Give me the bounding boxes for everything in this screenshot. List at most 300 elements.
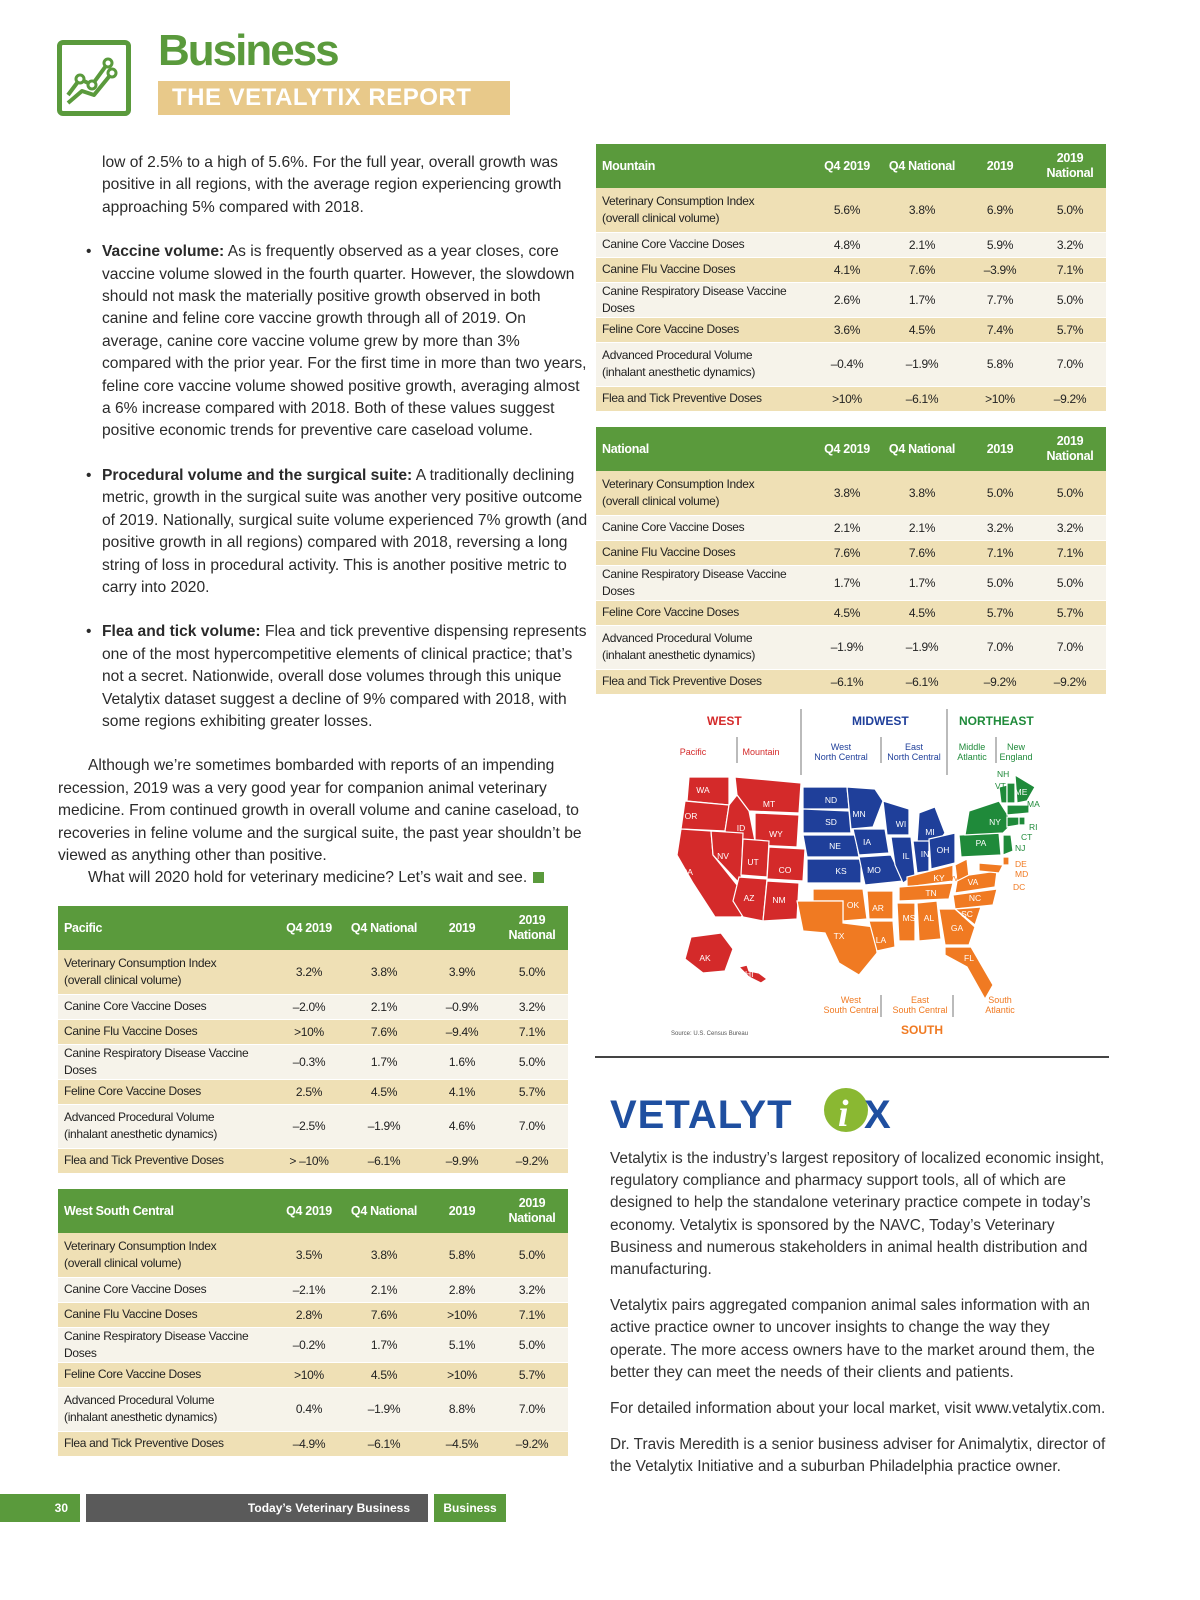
metric-value: –6.1% xyxy=(878,386,966,411)
column-header: 2019 xyxy=(966,144,1034,188)
label-wv: WV xyxy=(947,876,959,883)
metric-value: –6.1% xyxy=(340,1431,428,1456)
metric-value: –1.9% xyxy=(340,1387,428,1431)
metric-value: >10% xyxy=(966,386,1034,411)
label-sd: SD xyxy=(825,817,837,827)
table-row xyxy=(596,317,1106,342)
metric-value: 3.6% xyxy=(816,317,878,342)
metric-value: >10% xyxy=(428,1362,496,1387)
metric-label: Veterinary Consumption Index (overall clinical volume) xyxy=(596,188,816,232)
metric-value: 4.5% xyxy=(340,1079,428,1104)
label-ky: KY xyxy=(933,873,945,883)
metric-label: Veterinary Consumption Index (overall clinical volume) xyxy=(596,471,816,515)
metric-value: 7.6% xyxy=(340,1019,428,1044)
label-ma: MA xyxy=(1027,799,1040,809)
metric-label: Flea and Tick Preventive Doses xyxy=(58,1148,278,1173)
table-row xyxy=(596,515,1106,540)
metric-value: 2.1% xyxy=(340,1277,428,1302)
state-co xyxy=(767,847,805,881)
metric-label: Canine Flu Vaccine Doses xyxy=(58,1302,278,1327)
bullet-lead: Vaccine volume: xyxy=(102,243,225,261)
label-nh: NH xyxy=(997,769,1010,779)
label-ny: NY xyxy=(989,817,1001,827)
state-de xyxy=(1003,857,1009,865)
metric-label: Flea and Tick Preventive Doses xyxy=(596,669,816,694)
metric-value: 5.7% xyxy=(496,1362,568,1387)
label-ok: OK xyxy=(846,900,860,910)
metric-value: 3.5% xyxy=(278,1233,340,1277)
metric-value: 1.7% xyxy=(878,565,966,600)
label-ct: CT xyxy=(1021,832,1033,842)
metric-value: –9.2% xyxy=(496,1148,568,1173)
metric-value: 3.2% xyxy=(966,515,1034,540)
label-me: ME xyxy=(1014,787,1028,797)
metric-value: 7.1% xyxy=(496,1019,568,1044)
metric-value: –9.2% xyxy=(1034,669,1106,694)
label-dc: DC xyxy=(1013,882,1026,892)
label-ks: KS xyxy=(835,866,847,876)
section-divider xyxy=(595,1056,1109,1058)
metric-value: 3.2% xyxy=(496,994,568,1019)
metric-value: 3.2% xyxy=(1034,515,1106,540)
metric-value: 4.1% xyxy=(816,257,878,282)
division-esc-line2: South Central xyxy=(892,1005,948,1015)
metric-value: 5.0% xyxy=(1034,565,1106,600)
table-row xyxy=(596,471,1106,515)
metric-value: 4.8% xyxy=(816,232,878,257)
metric-value: –9.2% xyxy=(1034,386,1106,411)
metric-value: 7.6% xyxy=(816,540,878,565)
metric-value: 4.5% xyxy=(878,317,966,342)
metric-label: Advanced Procedural Volume (inhalant anesthetic dynamics) xyxy=(58,1387,278,1431)
metric-value: 5.1% xyxy=(428,1327,496,1362)
table-row xyxy=(596,342,1106,386)
label-ut: UT xyxy=(747,857,759,867)
metric-value: 2.8% xyxy=(428,1277,496,1302)
metric-value: 7.1% xyxy=(1034,540,1106,565)
metric-value: 2.1% xyxy=(878,232,966,257)
metric-value: 5.0% xyxy=(496,950,568,994)
metric-value: –1.9% xyxy=(878,342,966,386)
metric-value: 4.6% xyxy=(428,1104,496,1148)
bullet-procedural-volume: • Procedural volume and the surgical suite: A traditionally declining metric, growth in the surgical suite was another very positive outcome of 2019. Nationally, surgical suite volume experienced 7% growth (and positive growth in all regions) compared with 2018, reversing a long string of loss in procedural activity. This is another positive metric to carry into 2020. xyxy=(86,466,588,596)
vetalytix-logo xyxy=(610,1082,910,1147)
metric-value: 5.6% xyxy=(816,188,878,232)
label-id: ID xyxy=(736,823,746,833)
author-bio: Dr. Travis Meredith is a senior business adviser for Animalytix, director of the Vetalytix Initiative and a suburban Philadelphia practice owner. xyxy=(610,1436,1106,1476)
metric-value: 6.9% xyxy=(966,188,1034,232)
metric-value: 7.0% xyxy=(1034,625,1106,669)
metric-value: –1.9% xyxy=(816,625,878,669)
label-nj: NJ xyxy=(1015,843,1026,853)
label-pa: PA xyxy=(975,838,987,848)
metric-value: –0.9% xyxy=(428,994,496,1019)
metric-value: 5.7% xyxy=(1034,600,1106,625)
metric-value: –3.9% xyxy=(966,257,1034,282)
table-header xyxy=(596,427,1106,471)
metric-value: 5.8% xyxy=(428,1233,496,1277)
label-nv: NV xyxy=(717,851,729,861)
metric-value: >10% xyxy=(816,386,878,411)
metric-value: 8.8% xyxy=(428,1387,496,1431)
state-ri xyxy=(1019,817,1025,825)
metric-label: Flea and Tick Preventive Doses xyxy=(58,1431,278,1456)
metric-value: >10% xyxy=(278,1019,340,1044)
state-ma xyxy=(1007,805,1029,815)
metric-label: Feline Core Vaccine Doses xyxy=(58,1079,278,1104)
bullet-flea-tick: • Flea and tick volume: Flea and tick preventive dispensing represents one of the most hypercompetitive elements of clinical practice; that’s not a secret. Nationwide, overall dose volumes through this unique Vetalytix dataset suggest a decline of 9% compared with 2018, with some regions exhibiting greater losses. xyxy=(86,623,587,730)
label-ar: AR xyxy=(872,903,884,913)
metric-value: 2.1% xyxy=(816,515,878,540)
column-header: 2019 National xyxy=(1034,427,1106,471)
division-mountain: Mountain xyxy=(742,747,780,757)
division-enc-line2: North Central xyxy=(887,752,941,762)
state-ct xyxy=(1007,817,1019,827)
metric-label: Canine Core Vaccine Doses xyxy=(596,232,816,257)
metric-value: 7.4% xyxy=(966,317,1034,342)
metric-value: 1.7% xyxy=(340,1327,428,1362)
metric-value: –6.1% xyxy=(816,669,878,694)
end-mark xyxy=(533,872,544,883)
division-esc-line1: East xyxy=(910,995,930,1005)
division-sa-line2: Atlantic xyxy=(985,1005,1015,1015)
column-header: 2019 xyxy=(428,1189,496,1233)
metric-value: –2.1% xyxy=(278,1277,340,1302)
column-header: 2019 xyxy=(966,427,1034,471)
table-row xyxy=(596,669,1106,694)
table-row xyxy=(58,1079,568,1104)
label-nc: NC xyxy=(968,893,982,903)
table-row xyxy=(596,540,1106,565)
metric-value: 3.9% xyxy=(428,950,496,994)
metric-label: Advanced Procedural Volume (inhalant anesthetic dynamics) xyxy=(596,342,816,386)
metric-value: 5.0% xyxy=(966,565,1034,600)
metric-value: 4.1% xyxy=(428,1079,496,1104)
metric-value: 1.7% xyxy=(878,282,966,317)
metric-label: Canine Respiratory Disease Vaccine Doses xyxy=(596,282,816,317)
metric-value: –9.2% xyxy=(496,1431,568,1456)
metric-value: –4.5% xyxy=(428,1431,496,1456)
table-row xyxy=(58,950,568,994)
label-nm: NM xyxy=(772,895,786,905)
division-wsc-line1: West xyxy=(840,995,862,1005)
metric-value: >10% xyxy=(278,1362,340,1387)
division-ne-line1: New xyxy=(1006,742,1026,752)
metric-value: 7.1% xyxy=(966,540,1034,565)
column-header: 2019 National xyxy=(496,906,568,950)
metric-value: 4.5% xyxy=(878,600,966,625)
metric-value: 5.0% xyxy=(496,1327,568,1362)
table-row xyxy=(58,1233,568,1277)
metric-value: –2.0% xyxy=(278,994,340,1019)
division-wsc-line2: South Central xyxy=(823,1005,879,1015)
metric-value: –1.9% xyxy=(878,625,966,669)
column-header: Q4 National xyxy=(340,906,428,950)
metric-value: 3.8% xyxy=(878,471,966,515)
table-row xyxy=(58,994,568,1019)
about-paragraph-1: Vetalytix is the industry’s largest repository of localized economic insight, regulatory compliance and pharmacy support tools, all of which are designed to help the standalone veterinary practice compete in today’s economy. Vetalytix is sponsored by the NAVC, Today’s Veterinary Business and numerous stakeholders in animal health distribution and manufacturing. xyxy=(610,1150,1105,1279)
metric-value: 5.0% xyxy=(496,1233,568,1277)
metric-value: 3.8% xyxy=(816,471,878,515)
map-source: Source: U.S. Census Bureau xyxy=(671,1031,749,1037)
label-wa: WA xyxy=(696,785,710,795)
label-va: VA xyxy=(967,877,979,887)
metric-value: 5.7% xyxy=(966,600,1034,625)
pacific-table xyxy=(58,906,568,1174)
metric-value: 5.0% xyxy=(966,471,1034,515)
metric-value: –6.1% xyxy=(340,1148,428,1173)
final-paragraph: What will 2020 hold for veterinary medicine? Let’s wait and see. xyxy=(58,867,588,889)
region-name: Mountain xyxy=(596,144,816,188)
metric-value: 5.0% xyxy=(1034,471,1106,515)
report-banner: THE VETALYTIX REPORT xyxy=(158,81,510,115)
metric-value: 2.8% xyxy=(278,1302,340,1327)
magazine-name: Today’s Veterinary Business xyxy=(86,1494,428,1522)
metric-value: 2.6% xyxy=(816,282,878,317)
column-header: Q4 2019 xyxy=(816,144,878,188)
metric-value: 5.8% xyxy=(966,342,1034,386)
metric-value: –2.5% xyxy=(278,1104,340,1148)
column-header: Q4 2019 xyxy=(278,1189,340,1233)
metric-label: Canine Core Vaccine Doses xyxy=(58,994,278,1019)
label-mt: MT xyxy=(762,799,776,809)
metric-value: 1.7% xyxy=(816,565,878,600)
division-enc-line1: East xyxy=(904,742,924,752)
metric-value: 7.6% xyxy=(878,257,966,282)
label-tn: TN xyxy=(925,888,937,898)
label-ak: AK xyxy=(699,953,711,963)
metric-value: 7.0% xyxy=(966,625,1034,669)
metric-value: –6.1% xyxy=(878,669,966,694)
division-pacific: Pacific xyxy=(679,747,707,757)
state-wi xyxy=(883,801,909,835)
metric-value: 7.1% xyxy=(496,1302,568,1327)
metric-value: 5.7% xyxy=(1034,317,1106,342)
metric-label: Canine Respiratory Disease Vaccine Doses xyxy=(58,1327,278,1362)
state-md xyxy=(979,863,1003,873)
metric-value: >10% xyxy=(428,1302,496,1327)
metric-value: 3.8% xyxy=(878,188,966,232)
metric-value: 4.5% xyxy=(816,600,878,625)
column-header: Q4 2019 xyxy=(816,427,878,471)
label-wy: WY xyxy=(769,829,783,839)
label-il: IL xyxy=(902,851,910,861)
metric-value: 0.4% xyxy=(278,1387,340,1431)
table-row xyxy=(58,1277,568,1302)
column-header: Q4 National xyxy=(340,1189,428,1233)
metric-label: Canine Core Vaccine Doses xyxy=(58,1277,278,1302)
metric-value: 3.2% xyxy=(496,1277,568,1302)
metric-label: Feline Core Vaccine Doses xyxy=(58,1362,278,1387)
label-az: AZ xyxy=(743,893,755,903)
column-header: Q4 National xyxy=(878,144,966,188)
label-fl: FL xyxy=(964,953,974,963)
region-name: Pacific xyxy=(58,906,278,950)
metric-label: Canine Flu Vaccine Doses xyxy=(596,540,816,565)
chart-trend-icon xyxy=(57,40,131,116)
metric-value: 7.0% xyxy=(1034,342,1106,386)
table-row xyxy=(58,1044,568,1079)
metric-value: 2.5% xyxy=(278,1079,340,1104)
national-table xyxy=(596,427,1106,695)
metric-label: Canine Respiratory Disease Vaccine Doses xyxy=(596,565,816,600)
mountain-table xyxy=(596,144,1106,412)
bullet-text: As is frequently observed as a year closes, core vaccine volume slowed in the fourth quarter. However, the slowdown should not mask the materially positive growth observed in both canine and feline core vaccine growth through all of 2019. On average, canine core vaccine volume grew by more than 3% compared with the prior year. For the first time in more than two years, feline core vaccine volume showed positive growth, averaging almost a 6% increase compared with 2018. Both of these values suggest positive economic trends for preventive care caseload volume. xyxy=(102,243,587,440)
metric-value: 1.7% xyxy=(340,1044,428,1079)
column-header: Q4 National xyxy=(878,427,966,471)
label-ne: NE xyxy=(829,841,841,851)
table-row xyxy=(58,1148,568,1173)
svg-text:VETALYT: VETALYT xyxy=(610,1093,793,1137)
label-mn: MN xyxy=(852,809,866,819)
region-name: West South Central xyxy=(58,1189,278,1233)
table-row xyxy=(58,1327,568,1362)
table-row xyxy=(58,1362,568,1387)
metric-label: Advanced Procedural Volume (inhalant anesthetic dynamics) xyxy=(596,625,816,669)
bullet-text: Flea and tick preventive dispensing represents one of the most hypercompetitive elements of clinical practice; that’s not a secret. Nationwide, overall dose volumes through this unique Vetalytix dataset suggest a decline of 9% compared with 2018, with some regions exhibiting greater losses. xyxy=(102,623,587,730)
metric-label: Canine Respiratory Disease Vaccine Doses xyxy=(58,1044,278,1079)
label-oh: OH xyxy=(936,845,950,855)
metric-label: Advanced Procedural Volume (inhalant anesthetic dynamics) xyxy=(58,1104,278,1148)
label-ms: MS xyxy=(902,913,916,923)
table-row xyxy=(596,625,1106,669)
metric-value: –9.4% xyxy=(428,1019,496,1044)
metric-label: Feline Core Vaccine Doses xyxy=(596,600,816,625)
metric-value: 4.5% xyxy=(340,1362,428,1387)
metric-label: Flea and Tick Preventive Doses xyxy=(596,386,816,411)
state-ks xyxy=(807,859,861,883)
label-or: OR xyxy=(684,811,698,821)
metric-label: Canine Flu Vaccine Doses xyxy=(596,257,816,282)
column-header: 2019 National xyxy=(1034,144,1106,188)
metric-value: > –10% xyxy=(278,1148,340,1173)
about-paragraph-3: For detailed information about your local market, visit www.vetalytix.com. xyxy=(610,1400,1106,1418)
metric-value: 2.1% xyxy=(878,515,966,540)
metric-value: –9.9% xyxy=(428,1148,496,1173)
label-in: IN xyxy=(920,849,930,859)
label-tx: TX xyxy=(833,931,845,941)
label-nd: ND xyxy=(824,795,838,805)
label-md: MD xyxy=(1015,869,1029,879)
closing-paragraph: Although we’re sometimes bombarded with reports of an impending recession, 2019 was a very good year for companion animal veterinary medicine. From continued growth in overall volume and canine caseload, to recoveries in feline volume and the surgical suite, the past year shouldn’t be viewed as anything other than positive. xyxy=(58,757,582,864)
metric-label: Veterinary Consumption Index (overall clinical volume) xyxy=(58,950,278,994)
label-vt: VT xyxy=(995,781,1006,791)
metric-value: 5.0% xyxy=(1034,282,1106,317)
article-body xyxy=(58,152,588,890)
metric-value: 7.0% xyxy=(496,1387,568,1431)
region-name: National xyxy=(596,427,816,471)
table-row xyxy=(596,188,1106,232)
table-header xyxy=(58,906,568,950)
label-ca: CA xyxy=(681,867,693,877)
bullet-lead: Flea and tick volume: xyxy=(102,623,261,641)
bullet-lead: Procedural volume and the surgical suite: xyxy=(102,466,413,484)
table-row xyxy=(58,1302,568,1327)
table-row xyxy=(58,1431,568,1456)
division-sa-line1: South xyxy=(988,995,1012,1005)
label-la: LA xyxy=(875,935,887,945)
metric-label: Canine Core Vaccine Doses xyxy=(596,515,816,540)
label-ga: GA xyxy=(950,923,964,933)
table-row xyxy=(596,565,1106,600)
table-header xyxy=(596,144,1106,188)
state-mn xyxy=(847,787,883,829)
metric-value: –9.2% xyxy=(966,669,1034,694)
metric-value: 5.9% xyxy=(966,232,1034,257)
page-footer xyxy=(0,1494,1200,1522)
metric-value: –0.2% xyxy=(278,1327,340,1362)
metric-value: 5.0% xyxy=(496,1044,568,1079)
table-row xyxy=(58,1387,568,1431)
column-header: 2019 National xyxy=(496,1189,568,1233)
label-al: AL xyxy=(923,913,935,923)
label-mi: MI xyxy=(925,827,935,837)
metric-value: –1.9% xyxy=(340,1104,428,1148)
metric-value: 3.2% xyxy=(1034,232,1106,257)
region-south: SOUTH xyxy=(901,1023,943,1037)
svg-text:i: i xyxy=(838,1093,849,1135)
page-number: 30 xyxy=(0,1494,80,1522)
division-ma-line1: Middle xyxy=(958,742,986,752)
region-midwest: MIDWEST xyxy=(852,714,909,728)
section-title: Business xyxy=(158,26,338,75)
intro-paragraph: low of 2.5% to a high of 5.6%. For the full year, overall growth was positive in all regions, with the average region experiencing growth approaching 5% compared with 2018. xyxy=(102,154,562,216)
column-header: 2019 xyxy=(428,906,496,950)
table-row xyxy=(596,386,1106,411)
label-ia: IA xyxy=(862,837,872,847)
division-ma-line2: Atlantic xyxy=(957,752,987,762)
metric-label: Canine Flu Vaccine Doses xyxy=(58,1019,278,1044)
metric-value: 1.6% xyxy=(428,1044,496,1079)
label-mo: MO xyxy=(867,865,881,875)
vetalytix-about xyxy=(610,1148,1110,1493)
metric-value: 2.1% xyxy=(340,994,428,1019)
metric-value: 7.6% xyxy=(878,540,966,565)
label-wi: WI xyxy=(895,819,907,829)
metric-value: 7.6% xyxy=(340,1302,428,1327)
west-south-central-table xyxy=(58,1189,568,1457)
label-ri: RI xyxy=(1029,822,1038,832)
about-paragraph-2: Vetalytix pairs aggregated companion animal sales information with an active practice owner to uncover insights to change the way they operate. The more access owners have to the market around them, the better they can meet the needs of their clients and patients. xyxy=(610,1297,1095,1381)
region-northeast: NORTHEAST xyxy=(959,714,1034,728)
label-de: DE xyxy=(1015,859,1027,869)
table-row xyxy=(596,257,1106,282)
division-wnc-line2: North Central xyxy=(814,752,868,762)
table-row xyxy=(58,1104,568,1148)
metric-value: –4.9% xyxy=(278,1431,340,1456)
label-co: CO xyxy=(778,865,792,875)
region-west: WEST xyxy=(707,714,742,728)
state-nj xyxy=(1003,835,1013,855)
metric-value: 5.0% xyxy=(1034,188,1106,232)
table-row xyxy=(58,1019,568,1044)
metric-label: Feline Core Vaccine Doses xyxy=(596,317,816,342)
label-sc: SC xyxy=(961,909,973,919)
label-hi: HI xyxy=(745,969,754,979)
metric-value: 3.8% xyxy=(340,950,428,994)
metric-value: 3.8% xyxy=(340,1233,428,1277)
table-row xyxy=(596,600,1106,625)
division-wnc-line1: West xyxy=(830,742,852,752)
division-ne-line2: England xyxy=(999,752,1033,762)
section-name: Business xyxy=(434,1494,506,1522)
census-regions-map xyxy=(663,705,1103,1045)
column-header: Q4 2019 xyxy=(278,906,340,950)
bullet-text: A traditionally declining metric, growth in the surgical suite was another very positive outcome of 2019. Nationally, surgical suite volume experienced 7% growth (and positive growth in all regions) compared with 2018, reversing a long string of loss in procedural activity. This is another positive metric to carry into 2020. xyxy=(102,466,588,596)
metric-value: 5.7% xyxy=(496,1079,568,1104)
table-row xyxy=(596,232,1106,257)
metric-value: –0.3% xyxy=(278,1044,340,1079)
